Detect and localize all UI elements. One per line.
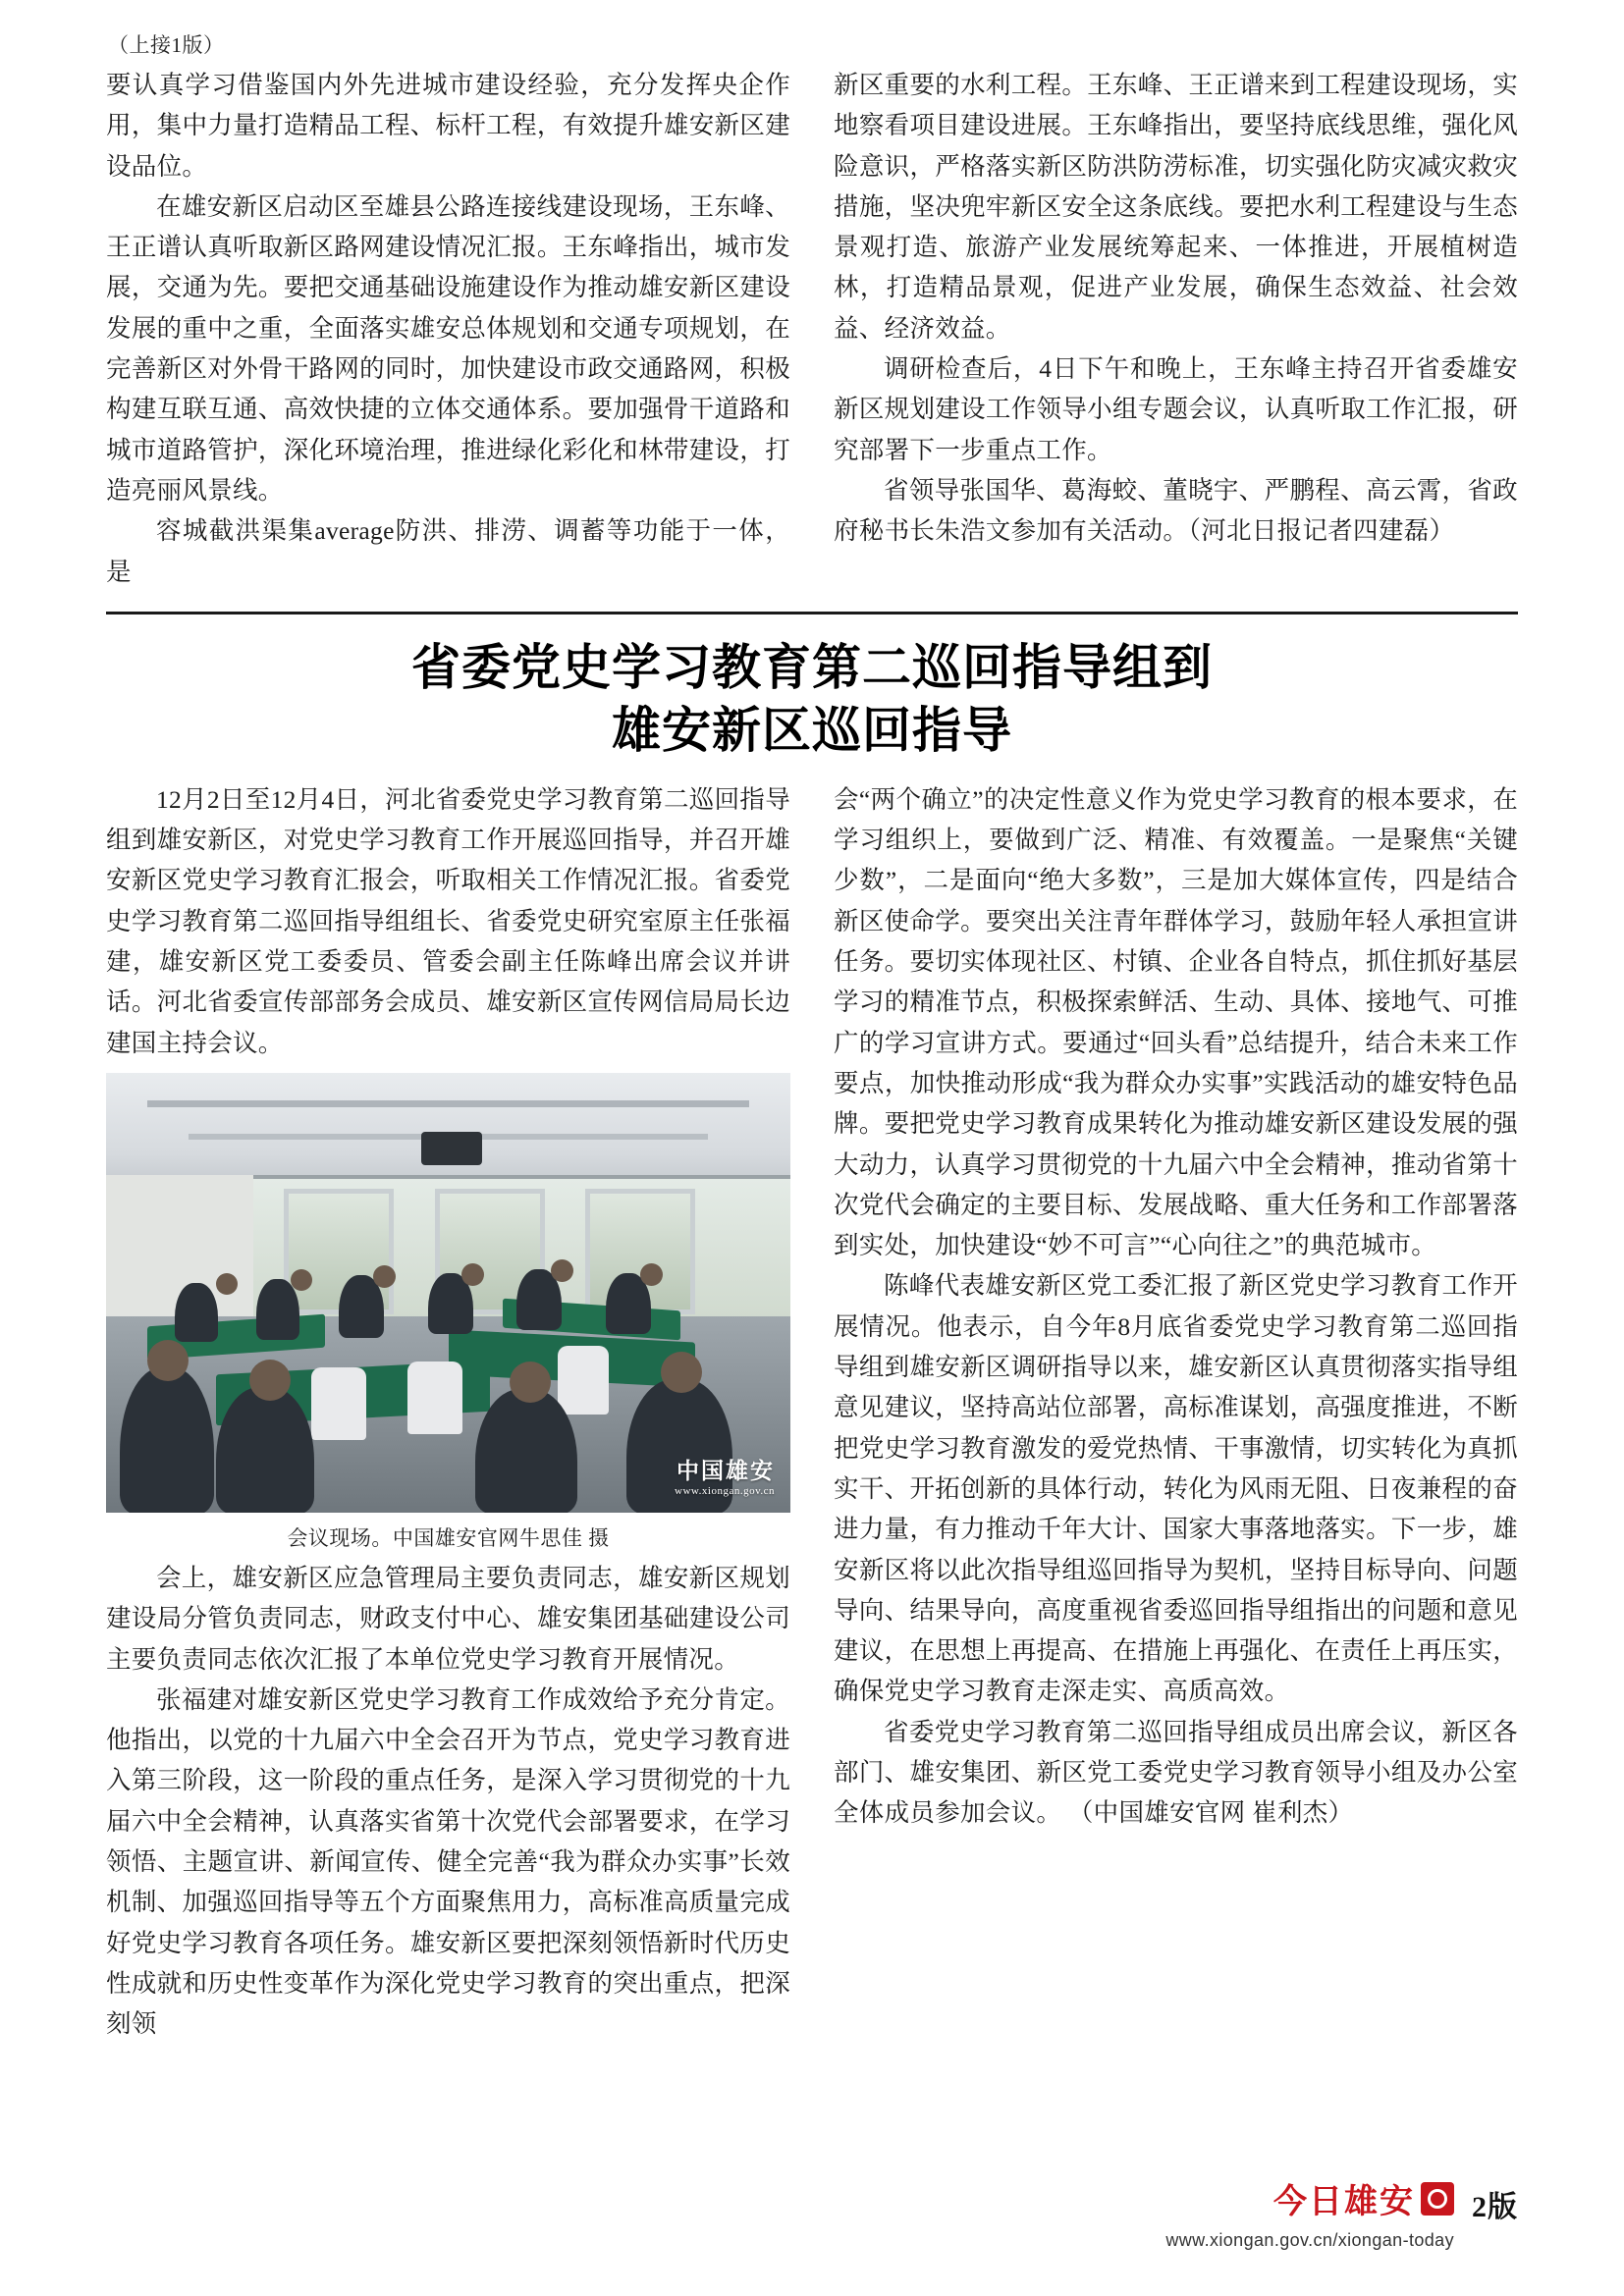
projector-icon: [421, 1132, 482, 1165]
paragraph: 省领导张国华、葛海蛟、董晓宇、严鹏程、高云霄，省政府秘书长朱浩文参加有关活动。（河北日报记者四建磊）: [834, 475, 1518, 546]
attendee: [120, 1367, 214, 1513]
attendee-head: [216, 1273, 238, 1295]
paragraph: 12月2日至12月4日，河北省委党史学习教育第二巡回指导组到雄安新区，对党史学习教育工作开展巡回指导，并召开雄安新区党史学习教育汇报会，听取相关工作情况汇报。省委党史学习教育第二巡回指导组组长、省委党史研究室原主任张福建，雄安新区党工委委员、管委会副主任陈峰出席会议并讲话。河北省委宣传部部务会成员、雄安新区宣传网信局局长边建国主持会议。: [106, 784, 790, 1057]
attendee-head: [291, 1269, 312, 1291]
chair: [311, 1367, 366, 1440]
top-article-right-column: [834, 65, 1518, 592]
section-divider: [106, 612, 1518, 614]
attendee-head: [147, 1340, 189, 1381]
attendee-head: [551, 1259, 573, 1282]
chair: [407, 1362, 462, 1434]
brand-url: www.xiongan.gov.cn/xiongan-today: [1165, 2230, 1454, 2250]
top-article-columns: [106, 65, 1518, 592]
attendee-head: [640, 1263, 663, 1286]
top-article-left-column: [106, 65, 790, 592]
paragraph: 容城截洪渠集average防洪、排涝、调蓄等功能于一体，是: [106, 516, 790, 586]
main-article-right-column: [834, 779, 1518, 2045]
paragraph: 在雄安新区启动区至雄县公路连接线建设现场，王东峰、王正谱认真听取新区路网建设情况汇报。王东峰指出，城市发展，交通为先。要把交通基础设施建设作为推动雄安新区建设发展的重中之重，全面落实雄安总体规划和交通专项规划，在完善新区对外骨干路网的同时，加快建设市政交通路网，积极构建互联互通、高效快捷的立体交通体系。要加强骨干道路和城市道路管护，深化环境治理，推进绿化彩化和林带建设，打造亮丽风景线。: [106, 191, 790, 505]
photo-watermark: [675, 1453, 775, 1497]
attendee: [216, 1387, 314, 1513]
attendee: [175, 1283, 218, 1342]
watermark-title: 中国雄安: [677, 1458, 775, 1483]
paragraph: 会“两个确立”的决定性意义作为党史学习教育的根本要求，在学习组织上，要做到广泛、精准、有效覆盖。一是聚焦“关键少数”，二是面向“绝大多数”，三是加大媒体宣传，四是结合新区使命学。要突出关注青年群体学习，鼓励年轻人承担宣讲任务。要切实体现社区、村镇、企业各自特点，抓住抓好基层学习的精准节点，积极探索鲜活、生动、具体、接地气、可推广的学习宣讲方式。要通过“回头看”总结提升，结合未来工作要点，加快推动形成“我为群众办实事”实践活动的雄安特色品牌。要把党史学习教育成果转化为推动雄安新区建设发展的强大动力，认真学习贯彻党的十九届六中全会精神，推动省第十次党代会确定的主要目标、发展战略、重大任务和工作部署落到实处，加快建设“妙不可言”“心向往之”的典范城市。: [834, 784, 1518, 1260]
photo-ceiling: [106, 1073, 790, 1189]
page-footer: [106, 2174, 1518, 2251]
paragraph: 要认真学习借鉴国内外先进城市建设经验，充分发挥央企作用，集中力量打造精品工程、标杆工程，有效提升雄安新区建设品位。: [106, 71, 790, 181]
page-title: [106, 636, 1518, 762]
paragraph: 会上，雄安新区应急管理局主要负责同志，雄安新区规划建设局分管负责同志，财政支付中心、雄安集团基础建设公司主要负责同志依次汇报了本单位党史学习教育开展情况。: [106, 1563, 790, 1674]
main-article-columns: [106, 779, 1518, 2045]
article-photo: [106, 1073, 790, 1513]
attendee-head: [373, 1265, 396, 1288]
paragraph: 省委党史学习教育第二巡回指导组成员出席会议，新区各部门、雄安集团、新区党工委党史学习教育领导小组及办公室全体成员参加会议。 （中国雄安官网 崔利杰）: [834, 1717, 1518, 1828]
main-article-left-column: [106, 779, 790, 2045]
brand-title: 今日雄安: [1273, 2184, 1415, 2220]
headline-line-2: 雄安新区巡回指导: [612, 702, 1012, 758]
photo-caption: 会议现场。中国雄安官网牛思佳 摄: [287, 1525, 610, 1550]
paragraph: 陈峰代表雄安新区党工委汇报了新区党史学习教育工作开展情况。他表示，自今年8月底省委党史学习教育第二巡回指导组到雄安新区调研指导以来，雄安新区认真贯彻落实指导组意见建议，坚持高站位部署，高标准谋划，高强度推进，不断把党史学习教育激发的爱党热情、干事激情，切实转化为真抓实干、开拓创新的具体行动，转化为风雨无阻、日夜兼程的奋进力量，有力推动千年大计、国家大事落地落实。下一步，雄安新区将以此次指导组巡回指导为契机，坚持目标导向、问题导向、结果导向，高度重视省委巡回指导组指出的问题和意见建议，在思想上再提高、在措施上再强化、在责任上再压实，确保党史学习教育走深走实、高质高效。: [834, 1271, 1518, 1706]
meeting-room-photo: [106, 1073, 790, 1513]
watermark-url: www.xiongan.gov.cn: [675, 1484, 775, 1497]
paragraph: 新区重要的水利工程。王东峰、王正谱来到工程建设现场，实地察看项目建设进展。王东峰指出，要坚持底线思维，强化风险意识，严格落实新区防洪防涝标准，切实强化防灾减灾救灾措施，坚决兜牢新区安全这条底线。要把水利工程建设与生态景观打造、旅游产业发展统筹起来、一体推进，开展植树造林，打造精品景观，促进产业发展，确保生态效益、社会效益、经济效益。: [834, 71, 1518, 343]
continued-from-marker: （上接1版）: [108, 33, 225, 57]
publication-brand: [1165, 2174, 1454, 2251]
brand-logo-icon: [1421, 2182, 1454, 2216]
page-number: 2版: [1472, 2191, 1518, 2223]
attendee-head: [661, 1352, 702, 1393]
attendee-head: [249, 1360, 291, 1401]
headline-line-1: 省委党史学习教育第二巡回指导组到: [411, 639, 1213, 695]
paragraph: 调研检查后，4日下午和晚上，王东峰主持召开省委雄安新区规划建设工作领导小组专题会议，认真听取工作汇报，研究部署下一步重点工作。: [834, 354, 1518, 464]
chair: [558, 1346, 609, 1415]
attendee: [475, 1389, 577, 1513]
attendee-head: [510, 1362, 551, 1403]
paragraph: 张福建对雄安新区党史学习教育工作成效给予充分肯定。他指出，以党的十九届六中全会召开为节点，党史学习教育进入第三阶段，这一阶段的重点任务，是深入学习贯彻党的十九届六中全会精神，认真落实省第十次党代会部署要求，在学习领悟、主题宣讲、新闻宣传、健全完善“我为群众办实事”长效机制、加强巡回指导等五个方面聚焦用力，高标准高质量完成好党史学习教育各项任务。雄安新区要把深刻领悟新时代历史性成就和历史性变革作为深化党史学习教育的突出重点，把深刻领: [106, 1684, 790, 2039]
brand-row: [1273, 2174, 1454, 2222]
